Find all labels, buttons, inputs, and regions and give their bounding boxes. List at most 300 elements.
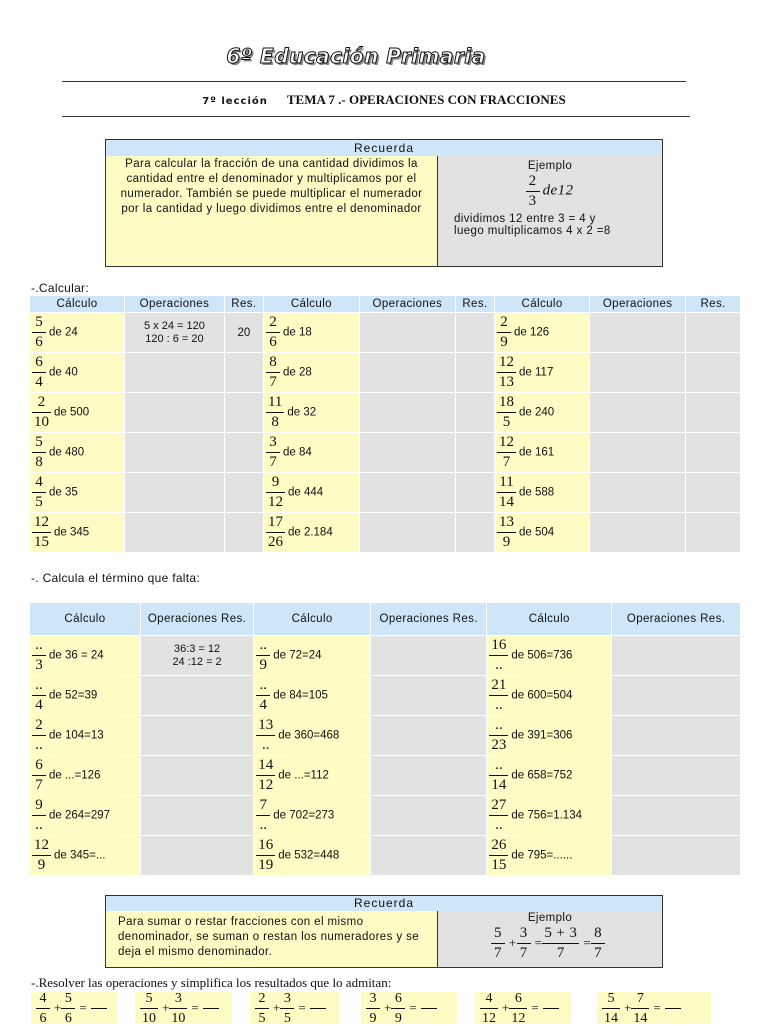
calc-text: de 2.184 [287,526,333,539]
column-header: Operaciones Res. [371,603,486,635]
column-header: Operaciones [360,296,455,312]
calc-cell [254,756,370,795]
result-cell[interactable] [686,393,740,432]
numerator: 5 [607,990,615,1006]
calc-text: de 264=297 [49,809,111,822]
lesson-title: TEMA 7 .- OPERACIONES CON FRACCIONES [286,92,566,107]
fraction [267,515,284,550]
denominator: 14 [633,1010,648,1026]
operations-cell[interactable] [360,313,455,352]
numerator: 3 [369,990,377,1006]
fraction [33,315,45,350]
fraction [257,838,274,873]
operations-cell[interactable] [125,393,224,432]
calc-text: de 28 [282,366,312,379]
denominator: 9 [259,657,267,673]
result-cell[interactable] [456,433,494,472]
calc-text: de 500 [54,406,90,419]
fraction [33,718,45,753]
numerator: 3 [269,434,277,450]
recuerda-header: Recuerda [105,139,663,157]
denominator: 9 [394,1010,402,1026]
calc-text: de 504 [519,526,555,539]
denominator: 7 [35,777,43,793]
result-cell[interactable] [686,433,740,472]
operations-cell[interactable] [360,433,455,472]
lesson-heading [0,92,768,108]
operations-cell[interactable] [371,756,486,795]
result-cell[interactable] [686,513,740,552]
calc-cell [30,836,140,875]
denominator: .. [35,817,43,833]
numerator: 5 [145,990,153,1006]
result-cell[interactable] [456,513,494,552]
sum-exercise[interactable]: $\frac{3}{9}$ + $\frac{6}{9}$ = [361,992,457,1024]
column-header: Res. [686,296,740,312]
fraction [257,678,269,713]
calc-text: de 532=448 [278,849,340,862]
operations-cell[interactable] [125,353,224,392]
denominator: 7 [269,374,277,390]
calc-cell [264,473,359,512]
numerator: 11 [267,394,283,410]
numerator: 12 [499,354,515,370]
result-cell[interactable] [456,353,494,392]
calc-text: de 658=752 [511,769,573,782]
sum-exercise[interactable]: $\frac{5}{14}$ + $\frac{7}{14}$ = [597,992,711,1024]
example2-label: Ejemplo [527,912,573,924]
denominator: 9 [369,1010,377,1026]
result-cell[interactable] [456,473,494,512]
operation-line: 5 x 24 = 120 [144,319,205,332]
numerator: 27 [491,797,507,813]
operation-line: 36:3 = 12 [173,642,221,655]
column-header: Cálculo [30,296,124,312]
fraction [33,758,45,793]
table-row [30,313,740,352]
calc-text: de 72=24 [273,649,322,662]
recuerda2-header: Recuerda [105,895,663,912]
numerator: 2 [500,314,508,330]
numerator: 2 [37,394,46,410]
denominator: 5 [258,1010,266,1026]
calc-text: de 480 [49,446,85,459]
table-row [30,513,740,552]
table-row [30,756,740,795]
operations-cell[interactable] [612,676,740,715]
calc-text: de 117 [519,366,554,379]
numerator: .. [259,677,267,693]
calc-cell [30,513,124,552]
result-cell[interactable] [456,313,494,352]
table-row [30,473,740,512]
numerator: 14 [258,757,274,773]
section-resolver-label: -.Resolver las operaciones y simplifica los resultados que lo admitan: [31,975,392,990]
fraction [33,838,50,873]
numerator: 6 [35,354,43,370]
calc-cell [264,433,359,472]
calc-cell [487,676,611,715]
fraction [33,678,45,713]
operation-line: 120 : 6 = 20 [145,332,204,345]
fraction [392,991,404,1026]
numerator: 5 [35,314,43,330]
fraction [257,758,274,793]
page-title: 6º Educación Primaria [226,44,486,68]
answer-blank[interactable] [543,1008,559,1009]
denominator: 3 [35,657,43,673]
calc-cell [487,756,611,795]
fraction [498,315,510,350]
numerator: 6 [394,990,402,1006]
result-cell[interactable] [456,393,494,432]
fraction [490,678,507,713]
fraction [37,991,49,1026]
operations-cell[interactable] [612,796,740,835]
calc-text: de 84 [282,446,312,459]
denominator: 12 [258,777,274,793]
fraction [367,991,379,1026]
termino-table [29,602,741,876]
calc-text: de 32 [287,406,317,419]
recuerda2-text: Para sumar o restar fracciones con el mismo denominador, se suman o restan los numeradores y se deja el mismo denominador. [105,911,438,968]
calc-cell [495,353,589,392]
numerator: 3 [174,990,182,1006]
denominator: 6 [269,334,277,350]
result-cell[interactable] [225,513,263,552]
example-fraction [454,174,646,209]
numerator: 21 [491,677,507,693]
fraction [267,315,279,350]
calc-cell [495,513,589,552]
example-explanation-2: luego multiplicamos 4 x 2 =8 [454,225,611,237]
answer-blank[interactable] [665,1008,681,1009]
calc-text: de 36 = 24 [49,649,104,662]
column-header: Operaciones Res. [612,603,740,635]
fraction [481,991,497,1026]
calc-cell [495,433,589,472]
calc-cell [254,636,370,675]
operations-cell[interactable] [141,676,253,715]
denominator: 8 [35,454,43,470]
numerator: 26 [491,837,507,853]
sum-exercise[interactable]: $\frac{4}{6}$ + $\frac{5}{6}$ = [31,992,117,1024]
calc-text: de ...=112 [278,769,329,782]
operations-cell[interactable] [141,716,253,755]
fraction [498,515,515,550]
calc-cell [495,473,589,512]
column-header: Operaciones [125,296,224,312]
numerator: 12 [499,434,515,450]
calc-text: de 588 [519,486,555,499]
operations-cell[interactable] [360,393,455,432]
sum-exercise[interactable]: $\frac{2}{5}$ + $\frac{3}{5}$ = [250,992,339,1024]
denominator: 5 [35,494,43,510]
numerator: .. [35,677,43,693]
calc-cell [264,313,359,352]
denominator: 10 [34,414,49,430]
denominator: 5 [283,1010,291,1026]
fraction [267,395,283,430]
denominator: 4 [259,697,267,713]
operations-cell[interactable] [371,636,486,675]
calc-text: de 84=105 [273,689,328,702]
fraction: $\frac{3}{7}$ [518,926,530,961]
fraction [527,174,539,209]
denominator: .. [259,817,267,833]
numerator: .. [259,637,267,653]
calc-cell [254,716,370,755]
calc-text: de 795=...... [511,849,573,862]
denominator: 4 [35,697,43,713]
result-cell[interactable] [686,473,740,512]
operations-cell[interactable] [612,756,740,795]
calc-text: de 40 [49,366,78,379]
calc-cell [487,796,611,835]
fraction [510,991,526,1026]
operations-cell[interactable] [125,433,224,472]
fraction [498,475,515,510]
calc-text: de 35 [49,486,78,499]
fraction [603,991,619,1026]
section-termino-label: -. Calcula el término que falta: [31,571,201,585]
denominator: 6 [64,1010,72,1026]
sum-exercise[interactable]: $\frac{4}{12}$ + $\frac{6}{12}$ = [475,992,571,1024]
fraction [490,838,507,873]
calc-text: de 360=468 [278,729,340,742]
table-row [30,636,740,675]
numerator: 9 [35,797,43,813]
fraction [33,638,45,673]
example-explanation-1: dividimos 12 entre 3 = 4 y [454,213,596,225]
numerator: 9 [271,474,280,490]
answer-blank[interactable] [421,1008,437,1009]
numerator: 18 [499,394,515,410]
column-header: Cálculo [487,603,611,635]
title-divider [62,81,686,82]
operations-cell[interactable] [125,513,224,552]
numerator: 11 [499,474,514,490]
column-header: Res. [225,296,263,312]
numerator: 6 [514,990,522,1006]
calc-text: de 104=13 [49,729,104,742]
denominator: .. [495,657,503,673]
operations-cell[interactable] [141,796,253,835]
calc-cell [487,716,611,755]
calc-text: de 444 [287,486,324,499]
operations-cell[interactable] [590,513,685,552]
fraction [498,355,515,390]
denominator: 7 [502,454,511,470]
numerator: 8 [269,354,277,370]
operations-cell[interactable] [125,313,224,352]
operations-cell[interactable] [360,513,455,552]
calc-text: de 18 [282,326,312,339]
calc-cell [30,756,140,795]
denominator: 6 [39,1010,47,1026]
calc-cell [264,513,359,552]
operations-cell[interactable] [590,313,685,352]
lesson-number: 7º lección [202,96,268,107]
denominator: 12 [267,494,283,510]
operations-cell[interactable] [612,836,740,875]
denominator: .. [495,817,503,833]
fraction [498,435,515,470]
operations-cell[interactable] [125,473,224,512]
result-cell[interactable] [225,393,263,432]
operations-cell[interactable] [360,473,455,512]
denominator: 9 [37,857,46,873]
denominator: 9 [500,334,508,350]
calc-cell [30,433,124,472]
operations-cell[interactable] [371,836,486,875]
denominator: 5 [502,414,511,430]
numerator: 12 [34,514,49,530]
calc-cell [30,353,124,392]
numerator: 4 [485,990,493,1006]
denominator: .. [495,697,503,713]
calc-text: de ...=126 [49,769,101,782]
operations-cell[interactable] [141,636,253,675]
result-value: 20 [237,326,251,339]
calc-cell [264,353,359,392]
denominator: 14 [499,494,515,510]
numerator: .. [35,637,43,653]
calc-cell [254,836,370,875]
result-cell[interactable] [686,313,740,352]
column-header: Res. [456,296,494,312]
calc-text: de 506=736 [511,649,573,662]
denominator: 19 [258,857,274,873]
fraction [257,718,274,753]
operations-cell[interactable] [371,676,486,715]
column-header: Cálculo [495,296,589,312]
denominator: 26 [267,534,283,550]
result-cell[interactable] [225,313,263,352]
example2-equation: $\frac{5}{7}$ + $\frac{3}{7}$ = $\frac{5 + 3}{7}$ = $\frac{8}{7}$ [442,926,658,961]
fraction [498,395,515,430]
answer-blank[interactable] [203,1008,219,1009]
denominator: 15 [34,534,49,550]
numerator: 4 [39,990,47,1006]
numerator: 12 [34,837,49,853]
calc-text: de 391=306 [511,729,573,742]
denominator: 9 [502,534,511,550]
table-row [30,353,740,392]
denominator: 8 [271,414,279,430]
calc-cell [254,676,370,715]
result-cell[interactable] [225,473,263,512]
table-row [30,676,740,715]
answer-blank[interactable] [91,1008,107,1009]
denominator: 12 [482,1010,496,1026]
denominator: 7 [269,454,277,470]
denominator: 3 [528,193,537,209]
denominator: 15 [491,857,507,873]
operations-cell[interactable] [371,796,486,835]
denominator: 14 [604,1010,618,1026]
fraction [33,515,50,550]
operation-line: 24 :12 = 2 [172,655,222,668]
operations-cell[interactable] [590,353,685,392]
operations-cell[interactable] [371,716,486,755]
numerator: 13 [499,514,515,530]
numerator: 7 [259,797,267,813]
numerator: 2 [258,990,266,1006]
fraction [490,798,507,833]
fraction [33,435,45,470]
section-calcular-label: -.Calcular: [31,281,89,295]
operations-cell[interactable] [590,433,685,472]
table-row [30,796,740,835]
result-cell[interactable] [225,433,263,472]
numerator: 5 [64,990,72,1006]
calc-cell [30,313,124,352]
fraction [33,395,50,430]
calc-cell [495,313,589,352]
denominator: 10 [171,1010,186,1026]
example-label: Ejemplo [527,160,573,172]
operations-cell[interactable] [612,716,740,755]
column-header: Cálculo [264,296,359,312]
denominator: 6 [35,334,43,350]
column-header: Operaciones [590,296,685,312]
calc-text: de 24 [49,326,78,339]
numerator: 4 [35,474,43,490]
numerator: 5 [35,434,43,450]
numerator: 16 [258,837,274,853]
result-cell[interactable] [686,353,740,392]
fraction [33,798,45,833]
denominator: 23 [491,737,507,753]
fraction [490,638,507,673]
denominator: .. [35,737,43,753]
operations-cell[interactable] [590,473,685,512]
denominator: 13 [499,374,515,390]
example-rest: de12 [542,182,574,199]
sum-exercise[interactable]: $\frac{5}{10}$ + $\frac{3}{10}$ = [135,992,232,1024]
numerator: .. [495,757,503,773]
result-cell[interactable] [225,353,263,392]
table-row [30,393,740,432]
table-row [30,433,740,472]
fraction: $\frac{5}{7}$ [492,926,504,961]
answer-blank[interactable] [310,1008,326,1009]
denominator: .. [262,737,270,753]
calc-cell [30,796,140,835]
operations-cell[interactable] [360,353,455,392]
calc-text: de 600=504 [511,689,573,702]
calc-cell [264,393,359,432]
recuerda2-example [438,911,663,968]
operations-cell[interactable] [590,393,685,432]
fraction [257,798,269,833]
column-header: Cálculo [254,603,370,635]
operations-cell[interactable] [141,756,253,795]
fraction [33,355,45,390]
operations-cell[interactable] [612,636,740,675]
numerator: 17 [267,514,283,530]
calc-text: de 702=273 [273,809,335,822]
operations-cell[interactable] [141,836,253,875]
numerator: 2 [528,173,537,189]
calc-cell [30,473,124,512]
calc-text: de 161 [519,446,555,459]
calc-cell [30,716,140,755]
calc-text: de 52=39 [49,689,98,702]
calc-text: de 345 [54,526,90,539]
table-row [30,716,740,755]
